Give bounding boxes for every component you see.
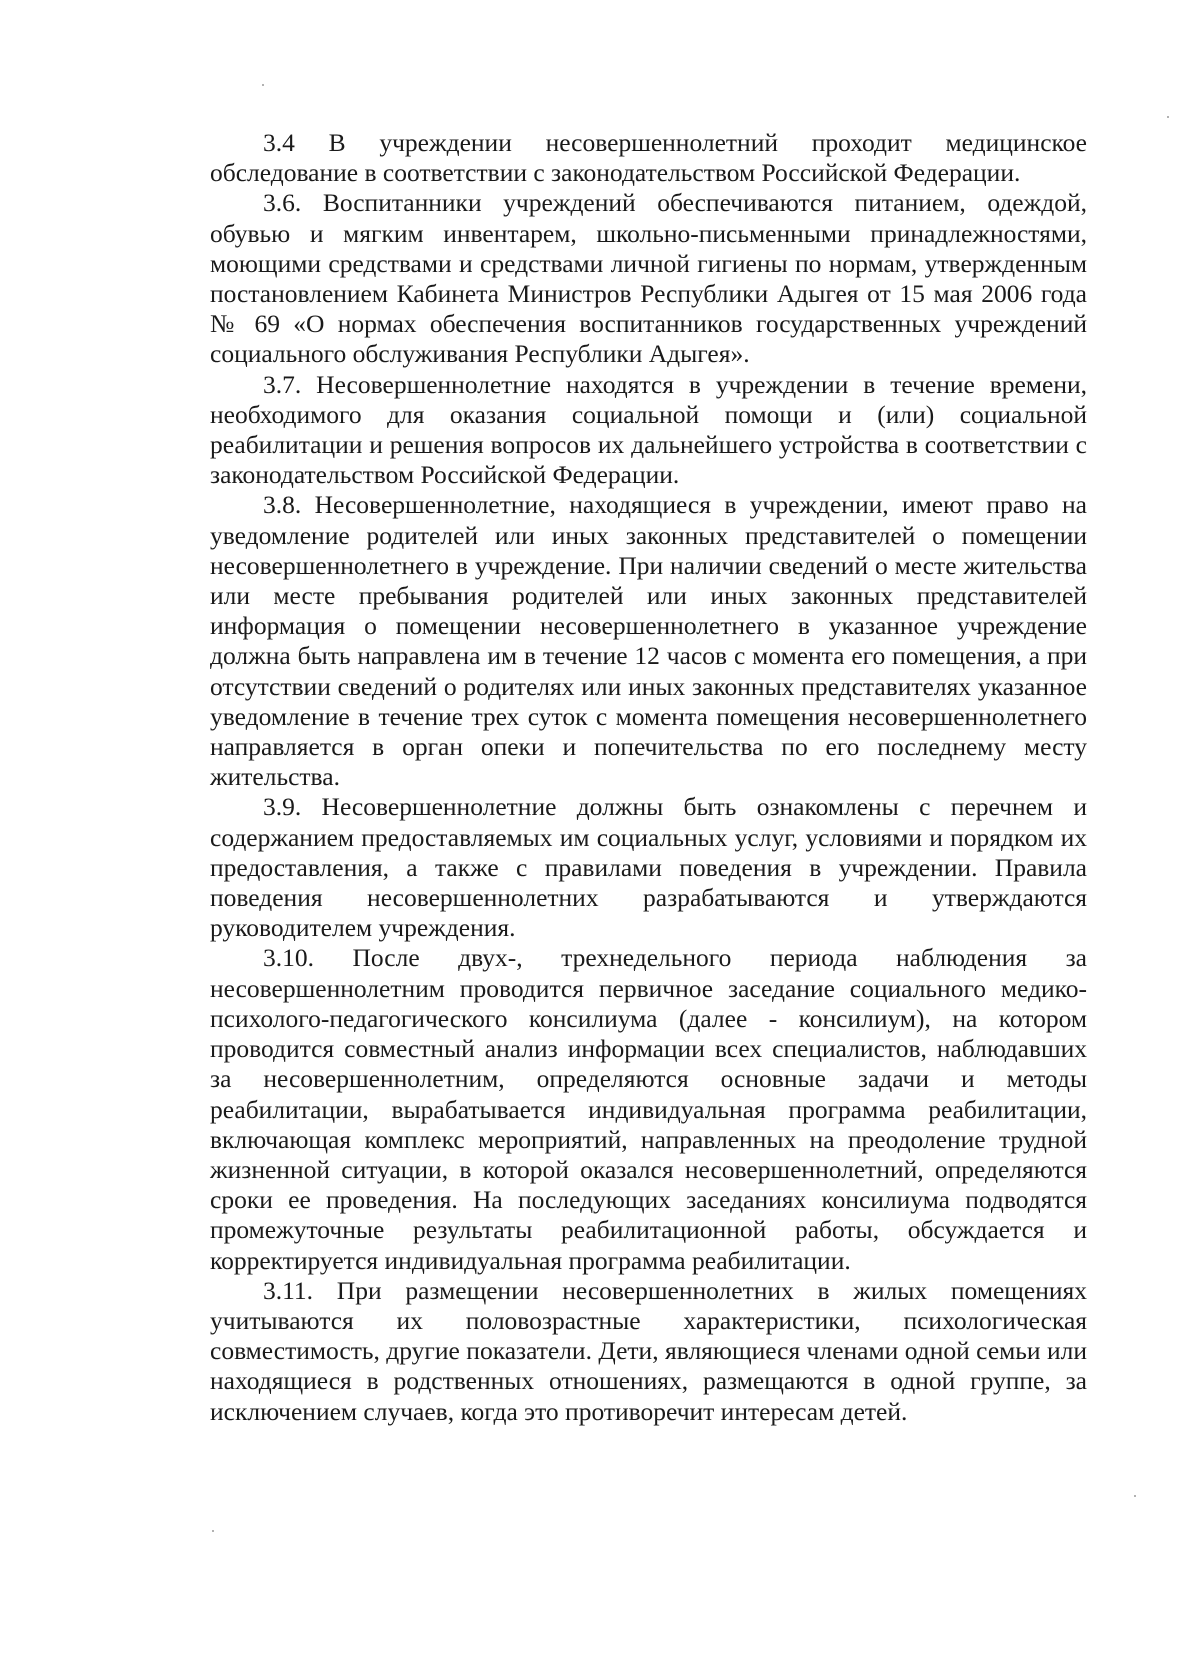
scan-speck bbox=[1134, 1495, 1136, 1497]
paragraph-3-8: 3.8. Несовершеннолетние, находящиеся в учреждении, имеют право на уведомление родителей или иных законных представителей о помещении несовершеннолетнего в учреждение. При наличии сведений о месте жительства или месте пребывания родителей или иных законных представителей информация о помещении несовершеннолетнего в указанное учреждение должна быть направлена им в течение 12 часов с момента его помещения, а при отсутствии сведений о родителях или иных законных представителях указанное уведомление в течение трех суток с момента помещения несовершеннолетнего направляется в орган опеки и попечительства по его последнему месту жительства. bbox=[210, 490, 1087, 792]
paragraph-3-9: 3.9. Несовершеннолетние должны быть ознакомлены с перечнем и содержанием предоставляемых им социальных услуг, условиями и порядком их предоставления, а также с правилами поведения в учреждении. Правила поведения несовершеннолетних разрабатываются и утверждаются руководителем учреждения. bbox=[210, 792, 1087, 943]
paragraph-3-11: 3.11. При размещении несовершеннолетних в жилых помещениях учитываются их половозрастные характеристики, психологическая совместимость, другие показатели. Дети, являющиеся членами одной семьи или находящиеся в родственных отношениях, размещаются в одной группе, за исключением случаев, когда это противоречит интересам детей. bbox=[210, 1275, 1087, 1426]
paragraph-3-6: 3.6. Воспитанники учреждений обеспечиваются питанием, одеждой, обувью и мягким инвентарем, школьно-письменными принадлежностями, моющими средствами и средствами личной гигиены по нормам, утвержденным постановлением Кабинета Министров Республики Адыгея от 15 мая 2006 года № 69 «О нормах обеспечения воспитанников государственных учреждений социального обслуживания Республики Адыгея». bbox=[210, 188, 1087, 369]
paragraph-3-10: 3.10. После двух-, трехнедельного периода наблюдения за несовершеннолетним проводится первичное заседание социального медико-психолого-педагогического консилиума (далее - консилиум), на котором проводится совместный анализ информации всех специалистов, наблюдавших за несовершеннолетним, определяются основные задачи и методы реабилитации, вырабатывается индивидуальная программа реабилитации, включающая комплекс мероприятий, направленных на преодоление трудной жизненной ситуации, в которой оказался несовершеннолетний, определяются сроки ее проведения. На последующих заседаниях консилиума подводятся промежуточные результаты реабилитационной работы, обсуждается и корректируется индивидуальная программа реабилитации. bbox=[210, 943, 1087, 1275]
document-body bbox=[210, 128, 1087, 1427]
scan-speck bbox=[212, 1530, 214, 1532]
scan-speck bbox=[262, 84, 264, 86]
scan-speck bbox=[1167, 116, 1169, 118]
paragraph-3-4: 3.4 В учреждении несовершеннолетний проходит медицинское обследование в соответствии с законодательством Российской Федерации. bbox=[210, 128, 1087, 188]
paragraph-3-7: 3.7. Несовершеннолетние находятся в учреждении в течение времени, необходимого для оказания социальной помощи и (или) социальной реабилитации и решения вопросов их дальнейшего устройства в соответствии с законодательством Российской Федерации. bbox=[210, 369, 1087, 490]
